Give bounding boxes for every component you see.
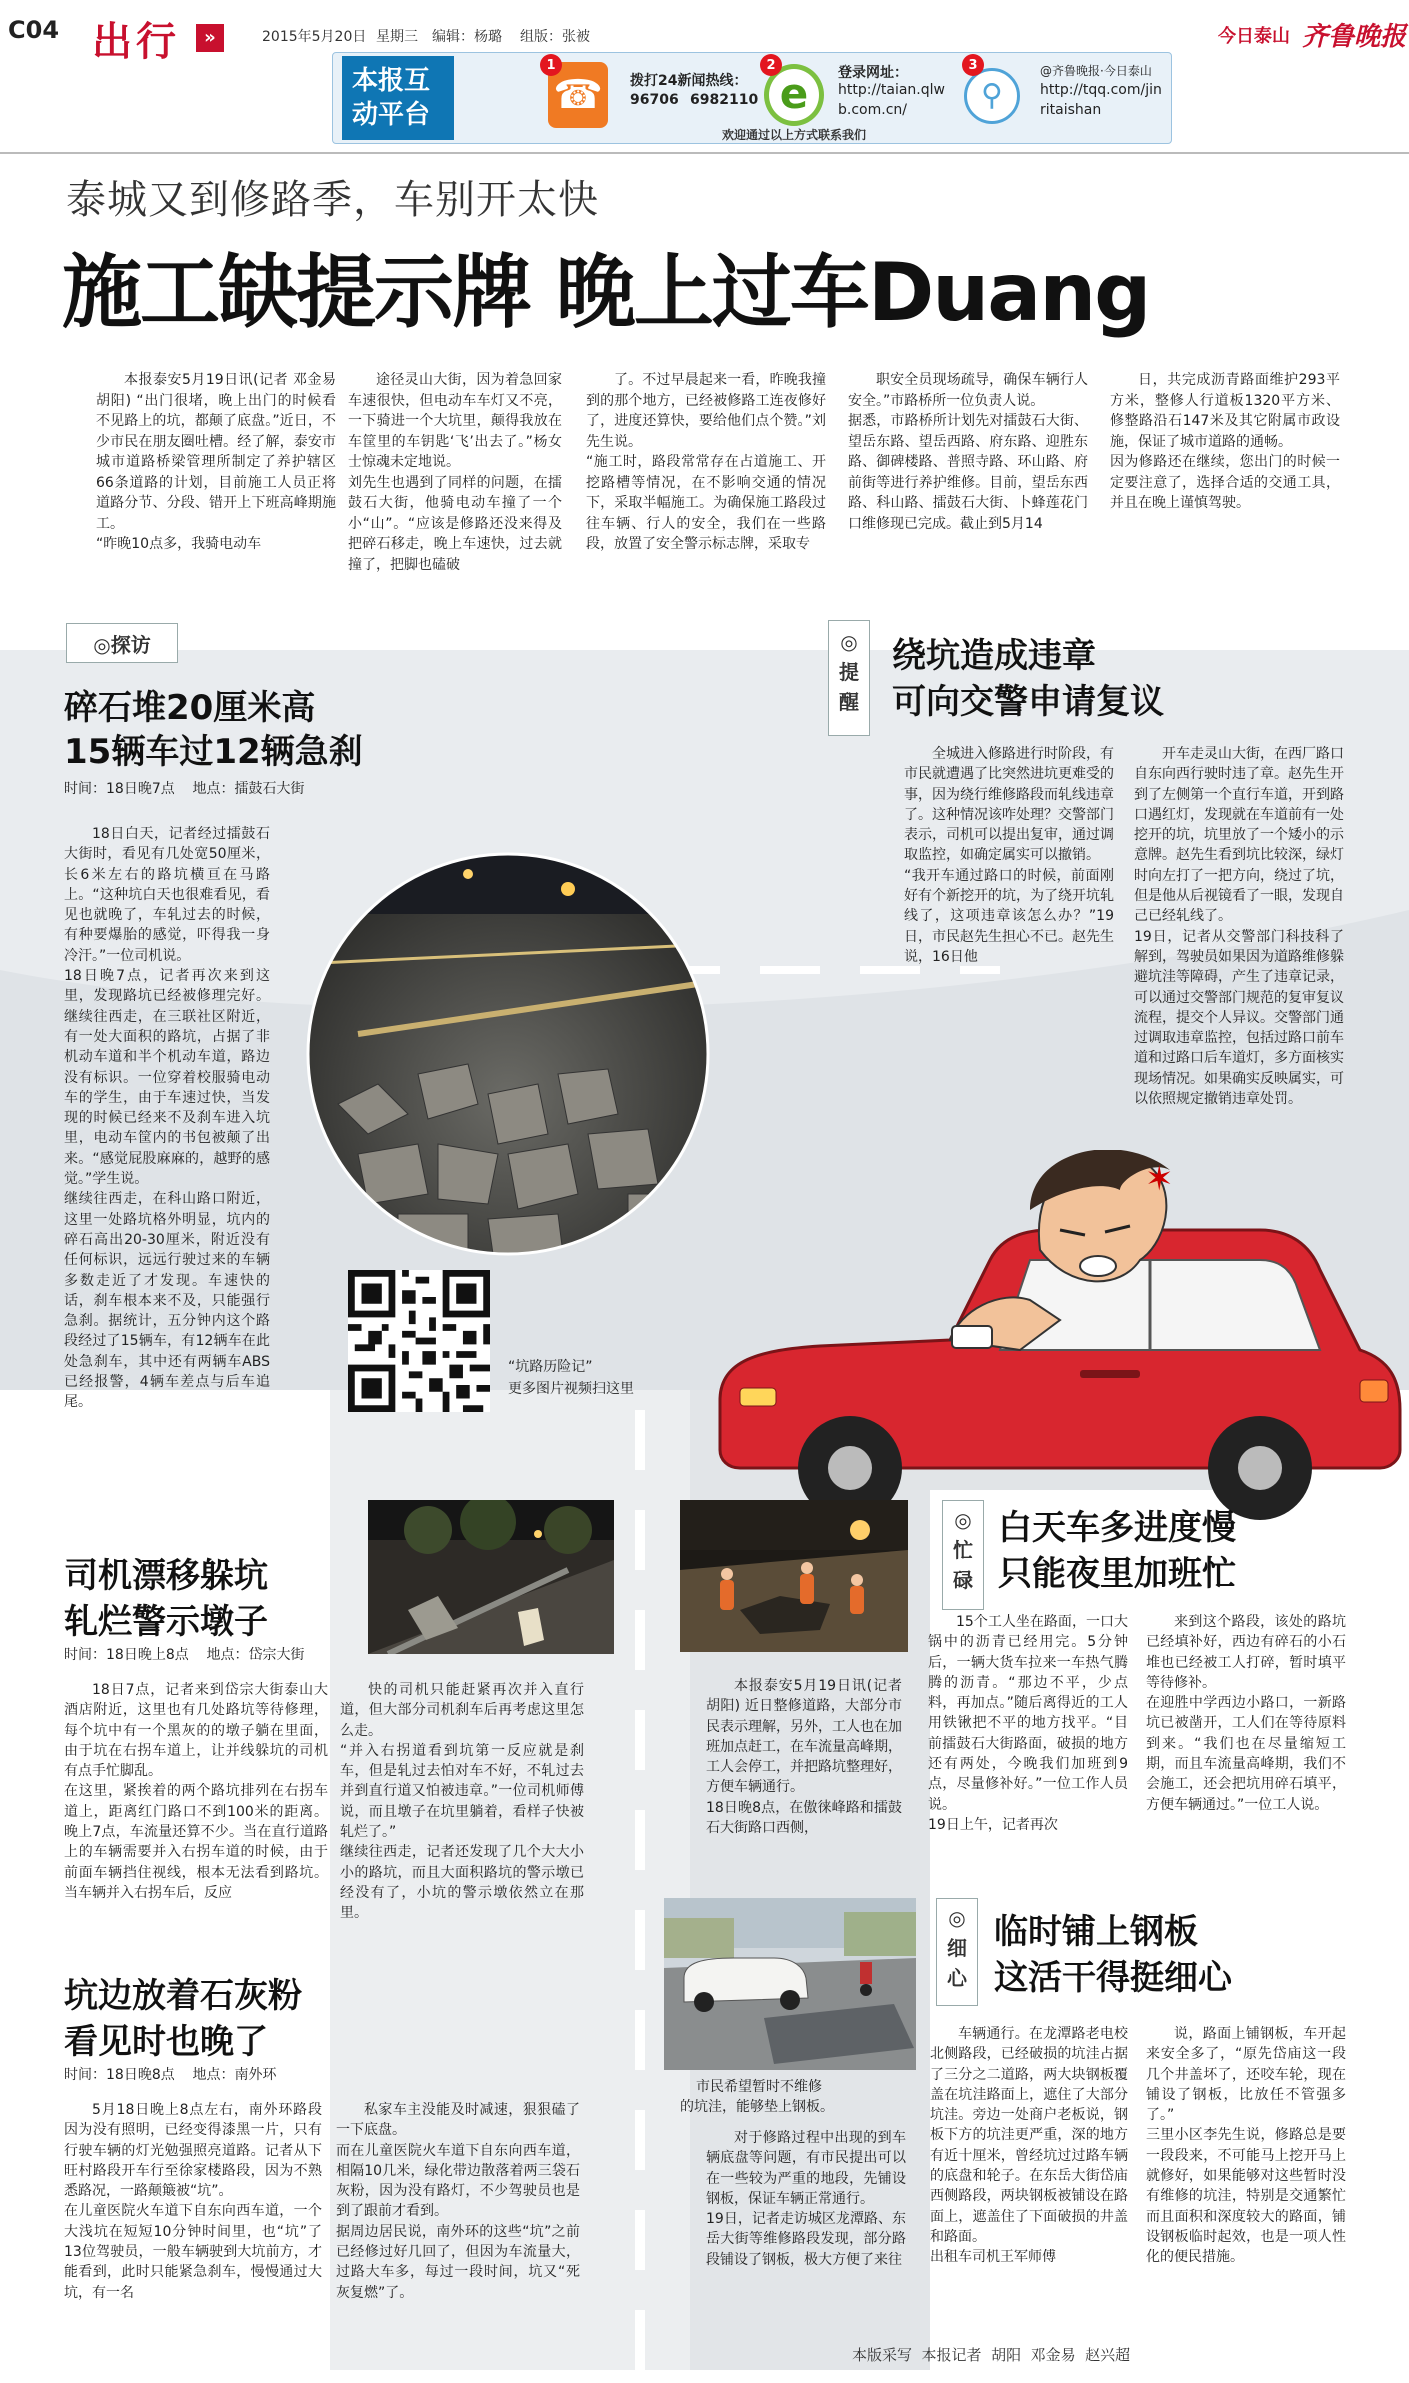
s3-photo — [368, 1500, 614, 1654]
interact-title-2: 动平台 — [352, 100, 431, 130]
s5-meta: 时间：18日晚8点 地点：南外环 — [64, 2067, 277, 2083]
s3-title-1: 司机漂移躲坑 — [64, 1556, 268, 1596]
phone-icon: ☎ — [548, 62, 608, 128]
paper-logo: 齐鲁晚报 — [1302, 22, 1407, 52]
s1-title-2: 15辆车过12辆急刹 — [64, 732, 363, 772]
masthead-date: 2015年5月20日 — [262, 29, 367, 45]
weibo-icon: ⚲ — [964, 68, 1020, 124]
headline-kicker: 泰城又到修路季，车别开太快 — [66, 177, 599, 223]
s6-photo-caption-2: 的坑洼，能够垫上钢板。 — [680, 2099, 834, 2115]
tag-busy-1: ◎ — [954, 1508, 972, 1532]
tag-busy — [942, 1500, 984, 1610]
tag-visit: ◎探访 — [66, 623, 178, 663]
site-url-2[interactable]: b.com.cn/ — [838, 102, 907, 118]
tag-remind-2: 提 — [839, 660, 859, 684]
hotline-label: 拨打24新闻热线： — [630, 73, 748, 89]
s5-text-a: 5月18日晚上8点左右，南外环路段因为没有照明，已经变得漆黑一片，只有行驶车辆的灯光勉强照亮道路。记者从下旺村路段开车行至徐家楼路段，因为不熟悉路况，一路颠簸被“坑”。 在儿童医院火车道下自东向西车道，一个大浅坑在短短10分钟时间里，也“坑”了13位驾驶员，一般车辆驶到大坑前方，才能看到，此时只能紧急刹车，慢慢通过大坑，有一名 — [64, 2102, 322, 2301]
s6-title-1: 临时铺上钢板 — [994, 1912, 1198, 1952]
s6-photo — [664, 1898, 916, 2070]
welcome-text: 欢迎通过以上方式联系我们 — [722, 128, 867, 142]
masthead-layout: 组版：张被 — [520, 29, 590, 45]
masthead-editor: 编辑：杨璐 — [432, 29, 502, 45]
s6-text-c: 说，路面上铺钢板，车开起来安全多了，“原先岱庙这一段几个井盖坏了，还咬车轮，现在铺设了钢板，比放任不管强多了。” 三里小区李先生说，修路总是要一段段来，不可能马上挖开马上就修好，如果能够对这些暂时没有维修的坑洼，特别是交通繁忙而且面积和深度较大的路面，铺设钢板临时起效，也是一项人性化的便民措施。 — [1146, 2026, 1346, 2266]
masthead-weekday: 星期三 — [376, 29, 418, 45]
hotline-2: 6982110 — [690, 92, 759, 108]
masthead — [0, 0, 1409, 150]
intro-col-2: 途径灵山大街，因为着急回家车速很快，但电动车车灯又不亮，一下骑进一个大坑里，颠得我放在车筐里的车钥匙‘飞’出去了。”杨女士惊魂未定地说。 刘先生也遇到了同样的问题，在擂鼓石大街，他骑电动车撞了一个小“山”。“应该是修路还没来得及把碎石移走，晚上车速快，过去就撞了，把脚也磕破 — [348, 372, 562, 573]
s1-qr-caption-1: “坑路历险记” — [508, 1359, 593, 1375]
s1-text: 18日白天，记者经过擂鼓石大街时，看见有几处宽50厘米，长6米左右的路坑横亘在马路上。“这种坑白天也很难看见，看见也就晚了，车轧过去的时候，有种要爆胎的感觉，吓得我一身冷汗。”一位司机说。 18日晚7点，记者再次来到这里，发现路坑已经被修理完好。继续往西走，在三联社区附近，有一处大面积的路坑，占据了非机动车道和半个机动车道，路边没有标识。一位穿着校服骑电动车的学生，由于车速过快，当发现的时候已经来不及刹车进入坑里，电动车筐内的书包被颠了出来。“感觉屁股麻麻的，越野的感觉。”学生说。 继续往西走，在科山路口附近，这里一处路坑格外明显，坑内的碎石高出20-30厘米，附近没有任何标识，远远行驶过来的车辆多数走近了才发现。车速快的话，刹车根本来不及，只能强行急刹。据统计，五分钟内这个路段经过了15辆车，有12辆车在此处急刹车，其中还有两辆车ABS已经报警，4辆车差点与后车追尾。 — [64, 826, 270, 1411]
tag-busy-2: 忙 — [953, 1538, 973, 1562]
s1-qr-code[interactable] — [348, 1270, 490, 1412]
badge-1: 1 — [540, 54, 562, 76]
s1-pothole-photo — [298, 844, 718, 1264]
intro-col-5: 日，共完成沥青路面维护293平方米，整修人行道板1320平方米、修整路沿石147米及其它附属市政设施，保证了城市道路的通畅。 因为修路还在继续，您出门的时候一定要注意了，选择合适的交通工具，并且在晚上谨慎驾驶。 — [1110, 372, 1340, 511]
s1-qr-caption-2: 更多图片视频扫这里 — [508, 1381, 634, 1397]
weibo-url-2[interactable]: ritaishan — [1040, 102, 1102, 118]
s4-title-2: 只能夜里加班忙 — [998, 1554, 1236, 1594]
tag-busy-3: 碌 — [953, 1568, 973, 1592]
interact-title-1: 本报互 — [352, 66, 431, 96]
weibo-url-1[interactable]: http://tqq.com/jin — [1040, 82, 1162, 98]
section-arrow-icon: » — [196, 24, 224, 52]
s6-photo-caption-1: 市民希望暂时不维修 — [696, 2079, 822, 2095]
s4-photo — [680, 1500, 908, 1652]
s6-text-b: 车辆通行。在龙潭路老电校北侧路段，已经破损的坑洼占据了三分之二道路，两大块钢板覆盖在坑洼路面上，遮住了大部分坑洼。旁边一处商户老板说，钢板下方的坑洼更严重，深的地方有近十厘米，曾经坑过过路车辆的底盘和轮子。在东岳大街岱庙西侧路段，两块钢板被铺设在路面上，遮盖住了下面破损的井盖和路面。 出租车司机王军师傅 — [930, 2026, 1128, 2266]
weibo-label: @齐鲁晚报·今日泰山 — [1040, 64, 1152, 78]
s6-text-a: 对于修路过程中出现的到车辆底盘等问题，有市民提出可以在一些较为严重的地段，先铺设钢板，保证车辆正常通行。 19日，记者走访城区龙潭路、东岳大街等维修路段发现，部分路段铺设了钢板，极大方便了来往 — [706, 2130, 906, 2268]
car-illustration — [700, 1150, 1409, 1530]
site-url-1[interactable]: http://taian.qlw — [838, 82, 945, 98]
s3-meta: 时间：18日晚上8点 地点：岱宗大街 — [64, 1647, 305, 1663]
intro-col-1: 本报泰安5月19日讯(记者 邓金易 胡阳) “出门很堵，晚上出门的时候看不见路上的坑，都颠了底盘。”近日，不少市民在朋友圈吐槽。经了解，泰安市城市道路桥梁管理所制定了养护辖区66条道路的计划，目前施工人员正将道路分节、分段、错开上下班高峰期施工。 “昨晚10点多，我骑电动车 — [96, 372, 336, 552]
s4-text-b: 15个工人坐在路面，一口大锅中的沥青已经用完。5分钟后，一辆大货车拉来一车热气腾腾的沥青。“那边不平，少点料，再加点。”随后离得近的工人用铁锹把不平的地方找平。“目前擂鼓石大街路面，破损的地方还有两处，今晚我们加班到9点，尽量修补好。”一位工作人员说。 19日上午，记者再次 — [928, 1614, 1128, 1833]
paper-name-left: 今日泰山 — [1218, 26, 1290, 47]
tag-careful-3: 心 — [947, 1966, 967, 1990]
s5-title-1: 坑边放着石灰粉 — [64, 1976, 302, 2016]
web-icon: e — [764, 64, 824, 126]
s1-title-1: 碎石堆20厘米高 — [64, 688, 316, 728]
tag-careful-1: ◎ — [948, 1906, 966, 1930]
s2-text-b: 开车走灵山大街，在西厂路口自东向西行驶时违了章。赵先生开到了左侧第一个直行车道，开到路口遇红灯，发现就在车道前有一处挖开的坑，坑里放了一个矮小的示意牌。赵先生看到坑比较深，绿灯时向左打了一把方向，绕过了坑，但是他从后视镜看了一眼，发现自己已经轧线了。 19日，记者从交警部门科技科了解到，驾驶员如果因为道路维修躲避坑洼等障碍，产生了违章记录，可以通过交警部门规范的复审复议流程，提交个人异议。交警部门通过调取违章监控，包括过路口前车道和过路口后车道灯，多方面核实现场情况。如果确实反映属实，可以依照规定撤销违章处罚。 — [1134, 746, 1344, 1108]
tag-careful-2: 细 — [947, 1936, 967, 1960]
s3-text-a: 18日7点，记者来到岱宗大街泰山大酒店附近，这里也有几处路坑等待修理，每个坑中有一个黑灰的的墩子躺在里面，由于坑在右拐车道上，让并线躲坑的司机有点手忙脚乱。 在这里，紧挨着的两个路坑排列在右拐车道上，距离红门路口不到100米的距离。晚上7点，车流量还算不少。当在直行道路上的车辆需要并入右拐车道的时候，由于前面车辆挡住视线，根本无法看到路坑。当车辆并入右拐车后，反应 — [64, 1682, 328, 1901]
interact-title-box — [342, 56, 454, 140]
tag-remind — [828, 620, 870, 736]
s2-title-1: 绕坑造成违章 — [892, 636, 1096, 676]
s2-text-a: 全城进入修路进行时阶段，有市民就遭遇了比突然进坑更难受的事，因为绕行维修路段而轧线违章了。这种情况该咋处理？交警部门表示，司机可以提出复审，通过调取监控，如确定属实可以撤销。 “我开车通过路口的时候，前面刚好有个新挖开的坑，为了绕开坑轧线了，这项违章该怎么办？”19日，市民赵先生担心不已。赵先生说，16日他 — [904, 746, 1114, 965]
s6-title-2: 这活干得挺细心 — [994, 1958, 1232, 1998]
tag-remind-1: ◎ — [840, 630, 858, 654]
hotline-1: 96706 — [630, 92, 679, 108]
s2-title-2: 可向交警申请复议 — [892, 682, 1164, 722]
s3-text-b: 快的司机只能赶紧再次并入直行道，但大部分司机刹车后再考虑这里怎么走。 “并入右拐道看到坑第一反应就是刹车，但是轧过去怕对车不好，不轧过去并到直行道又怕被违章。”一位司机师傅说，而且墩子在坑里躺着，看样子快被轧烂了。” 继续往西走，记者还发现了几个大大小小的路坑，而且大面积路坑的警示墩已经没有了，小坑的警示墩依然立在那里。 — [340, 1682, 584, 1922]
s4-title-1: 白天车多进度慢 — [998, 1508, 1236, 1548]
tag-careful — [936, 1898, 978, 2006]
s4-text-a: 本报泰安5月19日讯(记者 胡阳) 近日整修道路，大部分市民表示理解，另外，工人也在加班加点赶工，在车流量高峰期，工人会停工，并把路坑整理好，方便车辆通行。 18日晚8点，在傲徕峰路和擂鼓石大街路口西侧， — [706, 1678, 902, 1837]
badge-3: 3 — [962, 54, 984, 76]
headline-main: 施工缺提示牌 晚上过车Duang — [62, 246, 1150, 339]
s3-title-2: 轧烂警示墩子 — [64, 1602, 268, 1642]
s1-meta: 时间：18日晚7点 地点：擂鼓石大街 — [64, 781, 305, 797]
page-number: C04 — [8, 16, 60, 44]
footer-credit: 本版采写 本报记者 胡阳 邓金易 赵兴超 — [852, 2346, 1131, 2364]
intro-col-4: 职安全员现场疏导，确保车辆行人安全。”市路桥所一位负责人说。 据悉，市路桥所计划先对擂鼓石大街、望岳东路、望岳西路、府东路、迎胜东路、御碑楼路、普照寺路、环山路、府前街等进行养护维修。目前，望岳东西路、科山路、擂鼓石大街、卜蜂莲花门口维修现已完成。截止到5月14 — [848, 372, 1088, 532]
svg-text:✶: ✶ — [1145, 1159, 1174, 1199]
s5-title-2: 看见时也晚了 — [64, 2022, 268, 2062]
site-label: 登录网址： — [838, 65, 908, 81]
s4-text-c: 来到这个路段，该处的路坑已经填补好，西边有碎石的小石堆也已经被工人打碎，暂时填平等待修补。 在迎胜中学西边小路口，一新路坑已被凿开，工人们在等待原料到来。“我们也在尽量缩短工期，而且车流量高峰期，我们不会施工，还会把坑用碎石填平，方便车辆通过。”一位工人说。 — [1146, 1614, 1346, 1813]
badge-2: 2 — [760, 54, 782, 76]
intro-col-3: 了。不过早晨起来一看，昨晚我撞到的那个地方，已经被修路工连夜修好了，进度还算快，要给他们点个赞。”刘先生说。 “施工时，路段常常存在占道施工、开挖路槽等情况，在不影响交通的情况下，采取半幅施工。为确保施工路段过往车辆、行人的安全，我们在一些路段，放置了安全警示标志牌，采取专 — [586, 372, 826, 552]
masthead-rule — [0, 152, 1409, 154]
section-title: 出行 — [92, 19, 180, 65]
s5-text-b: 私家车主没能及时减速，狠狠磕了一下底盘。 而在儿童医院火车道下自东向西车道，相隔10几米，绿化带边散落着两三袋石灰粉，因为没有路灯，不少驾驶员也是到了跟前才看到。 据周边居民说，南外环的这些“坑”之前已经修过好几回了，但因为车流量大，过路大车多，每过一段时间，坑又“死灰复燃”了。 — [336, 2102, 580, 2301]
tag-remind-3: 醒 — [839, 690, 859, 714]
